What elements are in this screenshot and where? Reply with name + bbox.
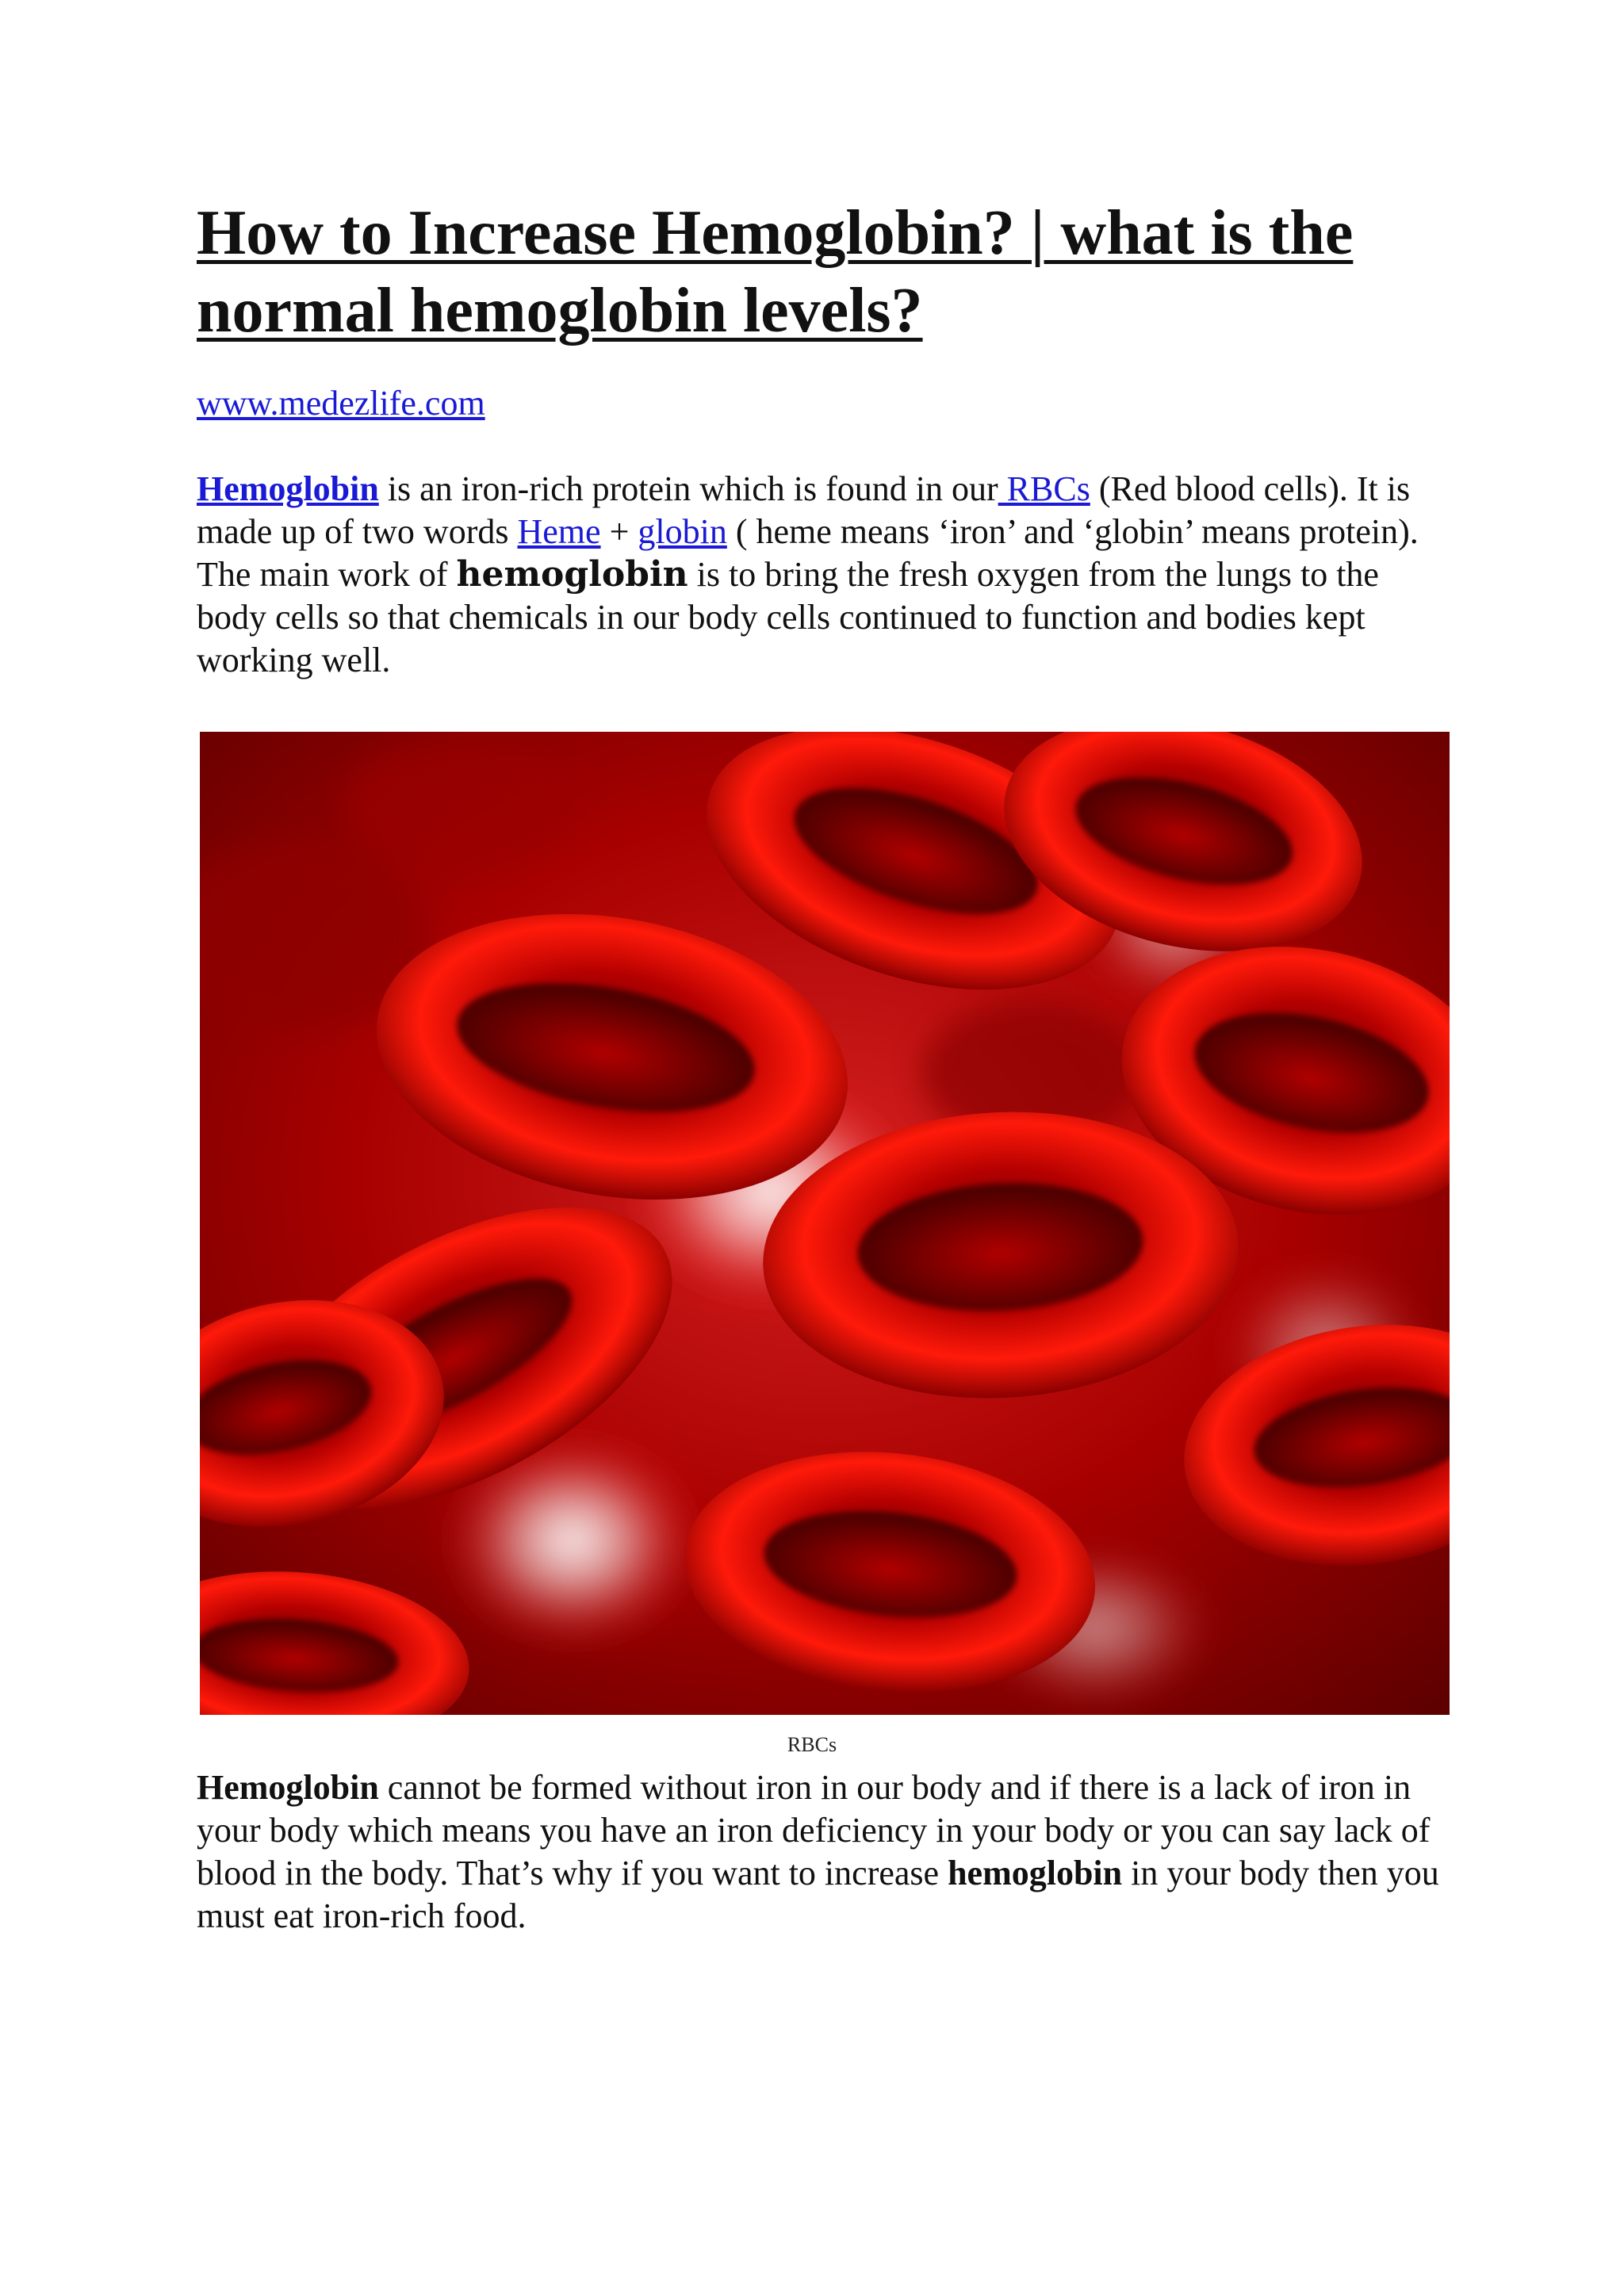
globin-link[interactable]: globin — [638, 512, 727, 551]
iron-text-1: cannot be formed without iron in our body and if there is a lack of iron in your body which means you have an iron deficiency in your body or you can say lack of blood in the body. That’s why if you want to increase — [197, 1768, 1431, 1892]
blood-cell-blurred — [343, 740, 580, 867]
figure-caption: RBCs — [787, 1733, 837, 1756]
intro-text-3: + — [600, 512, 638, 551]
intro-text-4: ( heme means ‘iron’ and ‘globin’ means protein). The main work of — [197, 512, 1419, 594]
rbc-illustration — [200, 732, 1450, 1715]
hemoglobin-link[interactable]: Hemoglobin — [197, 469, 379, 508]
rbcs-link[interactable]: RBCs — [998, 469, 1090, 508]
intro-text-1: is an iron-rich protein which is found in our — [378, 469, 998, 508]
heme-link[interactable]: Heme — [517, 512, 601, 551]
site-link[interactable]: www.medezlife.com — [197, 384, 485, 423]
iron-text-2: in your body then you must eat iron-rich food. — [197, 1854, 1439, 1935]
hemoglobin-bold: hemoglobin — [456, 554, 688, 595]
intro-paragraph — [197, 468, 1442, 682]
hemoglobin-bold-1: Hemoglobin — [197, 1768, 379, 1807]
intro-text-2: (Red blood cells). It is made up of two words — [197, 469, 1411, 551]
hemoglobin-bold-2: hemoglobin — [948, 1854, 1123, 1892]
intro-text-5: is to bring the fresh oxygen from the lungs to the body cells so that chemicals in our body cells continued to function and bodies kept working well. — [197, 555, 1379, 679]
iron-paragraph — [197, 1766, 1442, 1938]
page-title: How to Increase Hemoglobin? | what is the normal hemoglobin levels? — [197, 198, 1354, 346]
rbc-image — [200, 732, 1450, 1715]
